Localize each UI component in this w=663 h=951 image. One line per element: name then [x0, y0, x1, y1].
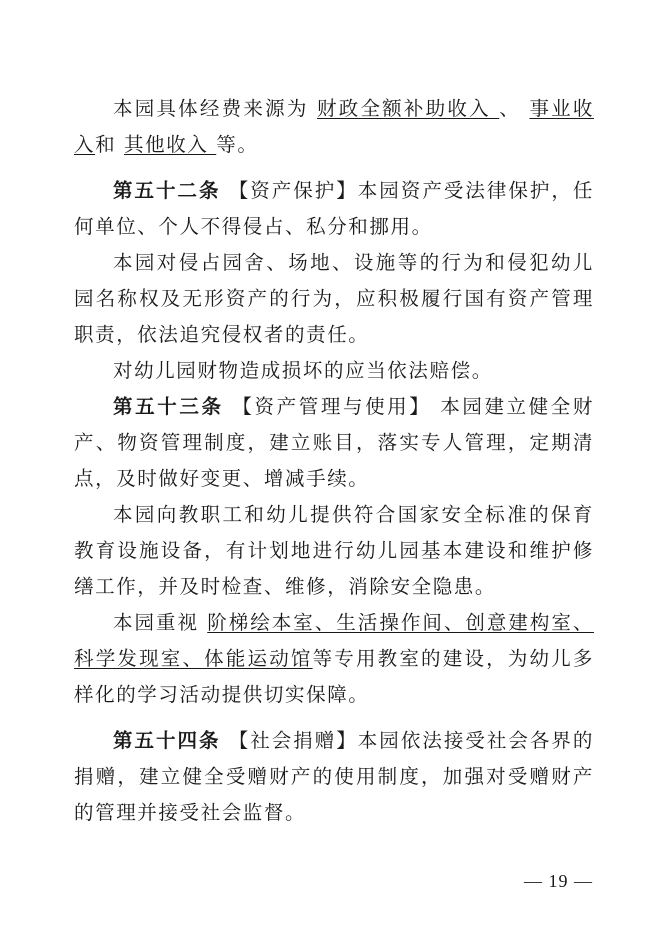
paragraph-body: 本园向教职工和幼儿提供符合国家安全标准的保育教育设施设备，有计划地进行幼儿园基本建设和维护修缮工作，并及时检查、维修，消除安全隐患。 [74, 503, 594, 598]
article-body: 【资产保护】本园资产受法律保护，任何单位、个人不得侵占、私分和挪用。 [74, 179, 594, 238]
article-body: 【社会捐赠】本园依法接受社会各界的捐赠，建立健全受赠财产的使用制度，加强对受赠财产的管理并接受社会监督。 [74, 729, 594, 824]
article-heading: 第五十四条 [113, 729, 221, 752]
article-heading: 第五十三条 [113, 395, 224, 418]
text-segment: 、 [499, 97, 530, 120]
underlined-fill-in: 事业收入 [74, 97, 594, 156]
article-heading: 第五十二条 [113, 179, 221, 202]
article-body: 【资产管理与使用】 本园建立健全财产、物资管理制度，建立账目，落实专人管理，定期清点，及时做好变更、增减手续。 [74, 395, 594, 490]
paragraph-safety-equipment [74, 497, 594, 605]
article-52 [74, 173, 594, 245]
article-54 [74, 723, 594, 831]
text-segment: 等专用教室的建设，为幼儿多样化的学习活动提供切实保障。 [74, 647, 594, 706]
underlined-fill-in: 其他收入 [124, 133, 217, 156]
underlined-fill-in: 财政全额补助收入 [317, 97, 500, 120]
paragraph-infringement [74, 245, 594, 353]
text-segment: 本园重视 [113, 611, 208, 634]
underlined-fill-in: 阶梯绘本室、生活操作间、创意建构室、科学发现室、体能运动馆 [74, 611, 594, 670]
text-segment: 本园具体经费来源为 [113, 97, 317, 120]
paragraph-compensation [74, 353, 594, 389]
paragraph-funding-sources [74, 91, 594, 163]
paragraph-body: 本园对侵占园舍、场地、设施等的行为和侵犯幼儿园名称权及无形资产的行为，应积极履行国有资产管理职责，依法追究侵权者的责任。 [74, 251, 594, 346]
paragraph-special-classrooms [74, 605, 594, 713]
text-segment: 等。 [216, 133, 259, 156]
text-segment: 和 [95, 133, 125, 156]
page-number: — 19 — [524, 871, 593, 891]
article-53 [74, 389, 594, 497]
paragraph-body: 对幼儿园财物造成损坏的应当依法赔偿。 [113, 359, 493, 382]
